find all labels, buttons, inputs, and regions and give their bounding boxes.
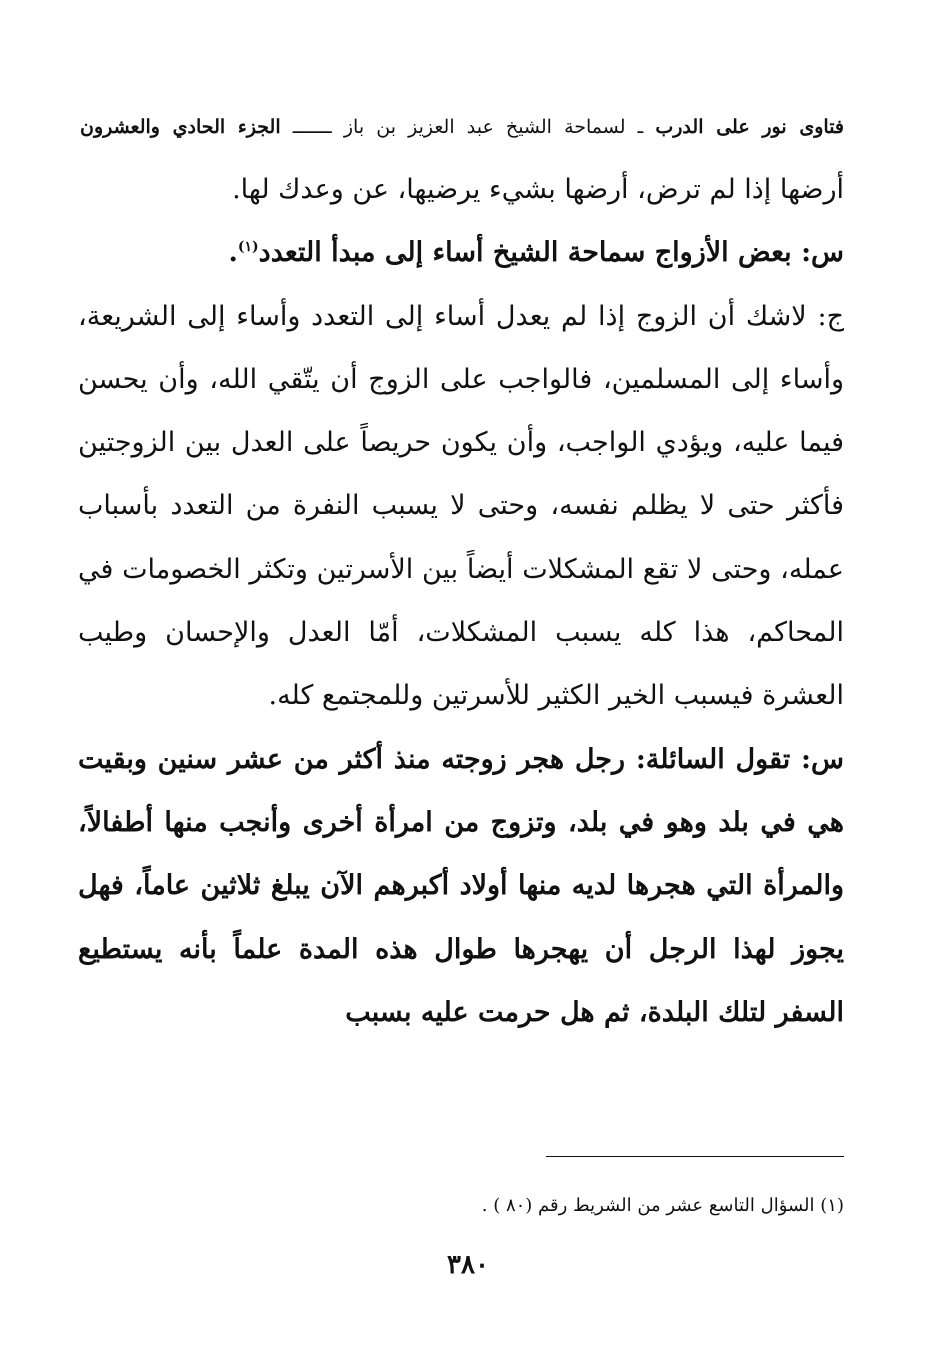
question-2: س: تقول السائلة: رجل هجر زوجته منذ أكثر من عشر سنين وبقيت هي في بلد وهو في بلد، وتزوج من امرأة أخرى وأنجب منها أطفالاً، والمرأة التي هجرها لديه منها أولاد أكبرهم الآن يبلغ ثلاثين عاماً، فهل يجوز لهذا الرجل أن يهجرها طوال هذه المدة علماً بأنه يستطيع السفر لتلك البلدة، ثم هل حرمت عليه بسبب: [78, 743, 844, 1028]
footnote: (١) السؤال التاسع عشر من الشريط رقم (٨٠ ) .: [481, 1195, 844, 1216]
footnote-separator: [546, 1156, 844, 1157]
footnote-marker: (١): [237, 239, 259, 256]
header-author: ـ لسماحة الشيخ عبد العزيز بن باز ـــــــ: [292, 116, 644, 138]
question-1-end: .: [228, 237, 238, 269]
paragraph-continuation: أرضها إذا لم ترض، أرضها بشيء يرضيها، عن وعدك لها.: [232, 174, 844, 205]
running-header: [80, 112, 844, 142]
question-1-text: س: بعض الأزواج سماحة الشيخ أساء إلى مبدأ التعدد: [258, 237, 844, 269]
header-book-title: فتاوى نور على الدرب: [655, 116, 845, 138]
main-text: [78, 158, 844, 1044]
answer-1: ج: لاشك أن الزوج إذا لم يعدل أساء إلى التعدد وأساء إلى الشريعة، وأساء إلى المسلمين، فالواجب على الزوج أن يتّقي الله، وأن يحسن فيما عليه، ويؤدي الواجب، وأن يكون حريصاً على العدل بين الزوجتين فأكثر حتى لا يظلم نفسه، وحتى لا يسبب النفرة من التعدد بأسباب عمله، وحتى لا تقع المشكلات أيضاً بين الأسرتين وتكثر الخصومات في المحاكم، هذا كله يسبب المشكلات، أمّا العدل والإحسان وطيب العشرة فيسبب الخير الكثير للأسرتين وللمجتمع كله.: [78, 300, 844, 712]
question-1: [78, 221, 844, 284]
header-volume: الجزء الحادي والعشرون: [80, 116, 281, 138]
page-number: ٣٨٠: [447, 1250, 489, 1280]
